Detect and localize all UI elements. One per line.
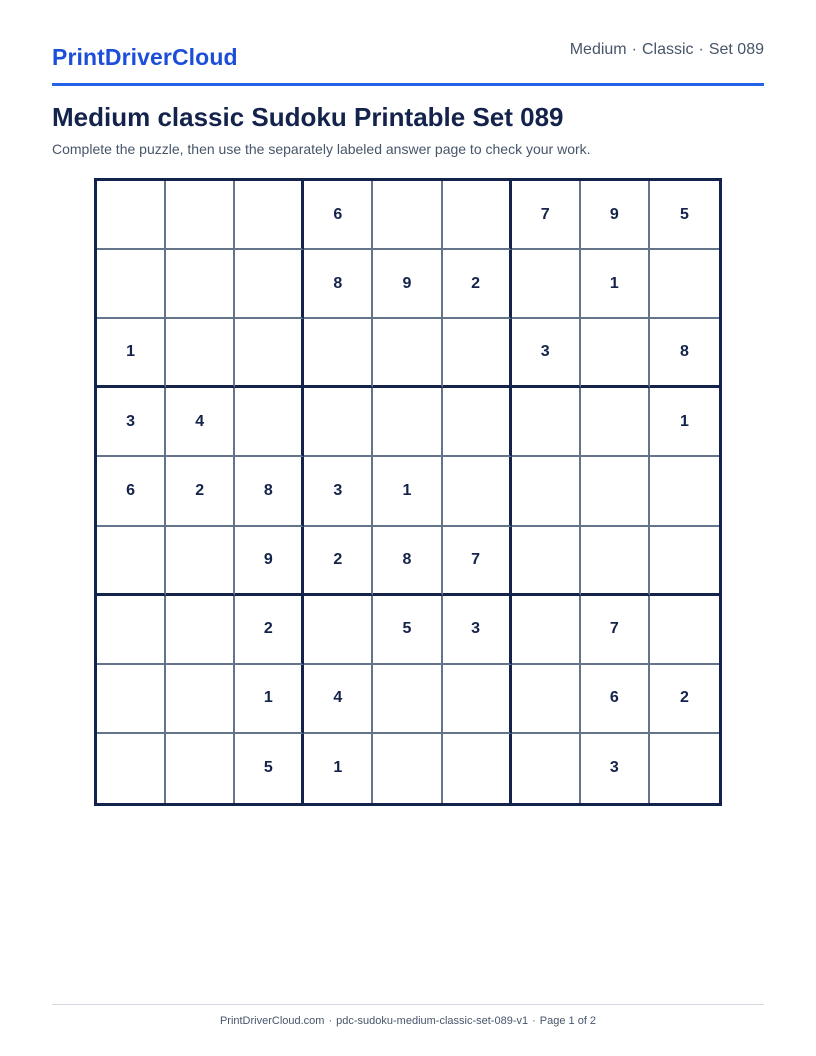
sudoku-cell: 3 (304, 457, 373, 526)
page-subtitle: Complete the puzzle, then use the separately labeled answer page to check your work. (52, 141, 591, 157)
sudoku-cell (166, 181, 235, 250)
sudoku-cell (97, 665, 166, 734)
sudoku-cell: 6 (581, 665, 650, 734)
sudoku-cell (443, 734, 512, 803)
sudoku-cell (512, 734, 581, 803)
sudoku-cell: 8 (373, 527, 442, 596)
sudoku-cell: 1 (581, 250, 650, 319)
footer-separator: · (532, 1015, 536, 1027)
sudoku-cell: 3 (443, 596, 512, 665)
sudoku-cell: 2 (650, 665, 719, 734)
sudoku-cell (512, 457, 581, 526)
meta-separator: · (698, 41, 704, 58)
brand-logo: PrintDriverCloud (52, 44, 238, 70)
sudoku-cell (650, 527, 719, 596)
sudoku-cell (166, 250, 235, 319)
sudoku-cell (443, 665, 512, 734)
sudoku-cell: 1 (304, 734, 373, 803)
sudoku-cell: 1 (373, 457, 442, 526)
sudoku-cell: 5 (650, 181, 719, 250)
sudoku-cell (235, 181, 304, 250)
sudoku-cell: 7 (512, 181, 581, 250)
sudoku-grid (94, 178, 722, 806)
sudoku-cell: 8 (650, 319, 719, 388)
sudoku-cell (304, 596, 373, 665)
sudoku-cell (97, 527, 166, 596)
sudoku-cell (373, 734, 442, 803)
page-footer (52, 1004, 764, 1027)
sudoku-cell (304, 319, 373, 388)
sudoku-cell (97, 734, 166, 803)
sudoku-cell: 1 (97, 319, 166, 388)
sudoku-cell (373, 665, 442, 734)
sudoku-cell (166, 734, 235, 803)
style-label: Classic (641, 41, 694, 58)
sudoku-cell (373, 181, 442, 250)
sudoku-cell: 1 (235, 665, 304, 734)
sudoku-cell (166, 596, 235, 665)
sudoku-cell (581, 388, 650, 457)
sudoku-cell (443, 388, 512, 457)
sudoku-cell (373, 319, 442, 388)
sudoku-cell: 6 (97, 457, 166, 526)
sudoku-cell (235, 319, 304, 388)
sudoku-cell: 3 (581, 734, 650, 803)
page-title: Medium classic Sudoku Printable Set 089 (52, 102, 564, 132)
sudoku-cell: 8 (235, 457, 304, 526)
sudoku-cell: 2 (443, 250, 512, 319)
sudoku-cell (650, 457, 719, 526)
sudoku-cell: 7 (581, 596, 650, 665)
sudoku-cell: 1 (650, 388, 719, 457)
sudoku-cell (235, 250, 304, 319)
sudoku-cell (443, 457, 512, 526)
sudoku-cell: 3 (97, 388, 166, 457)
sudoku-cell: 9 (581, 181, 650, 250)
sudoku-cell: 2 (235, 596, 304, 665)
sudoku-cell: 4 (166, 388, 235, 457)
difficulty-label: Medium (569, 41, 627, 58)
sudoku-cell (443, 181, 512, 250)
page-header (52, 0, 764, 86)
sudoku-cell: 5 (373, 596, 442, 665)
meta-separator: · (631, 41, 637, 58)
sudoku-cell (650, 250, 719, 319)
sudoku-cell: 8 (304, 250, 373, 319)
sudoku-cell (235, 388, 304, 457)
sudoku-cell (581, 457, 650, 526)
sudoku-cell (512, 250, 581, 319)
sudoku-cell: 9 (235, 527, 304, 596)
sudoku-cell (512, 665, 581, 734)
footer-separator: · (328, 1015, 333, 1027)
sudoku-cell: 2 (304, 527, 373, 596)
sudoku-cell (581, 527, 650, 596)
sudoku-cell: 7 (443, 527, 512, 596)
sudoku-cell (650, 596, 719, 665)
sudoku-cell: 9 (373, 250, 442, 319)
sudoku-cell (512, 596, 581, 665)
set-label: Set 089 (708, 41, 764, 58)
sudoku-cell: 5 (235, 734, 304, 803)
sudoku-cell (166, 665, 235, 734)
sudoku-cell (97, 181, 166, 250)
sudoku-cell (97, 596, 166, 665)
sudoku-cell (304, 388, 373, 457)
puzzle-meta (570, 41, 764, 59)
sudoku-cell: 3 (512, 319, 581, 388)
sudoku-cell (373, 388, 442, 457)
footer-code: pdc-sudoku-medium-classic-set-089-v1 (336, 1015, 529, 1027)
sudoku-cell (443, 319, 512, 388)
sudoku-cell (166, 319, 235, 388)
footer-site: PrintDriverCloud.com (219, 1015, 325, 1027)
sudoku-cell: 6 (304, 181, 373, 250)
sudoku-cell (512, 527, 581, 596)
sudoku-cell (512, 388, 581, 457)
sudoku-cell: 2 (166, 457, 235, 526)
sudoku-cell (581, 319, 650, 388)
sudoku-cell (166, 527, 235, 596)
sudoku-cell (650, 734, 719, 803)
sudoku-cell: 4 (304, 665, 373, 734)
footer-page-number: Page 1 of 2 (539, 1015, 597, 1027)
sudoku-cell (97, 250, 166, 319)
